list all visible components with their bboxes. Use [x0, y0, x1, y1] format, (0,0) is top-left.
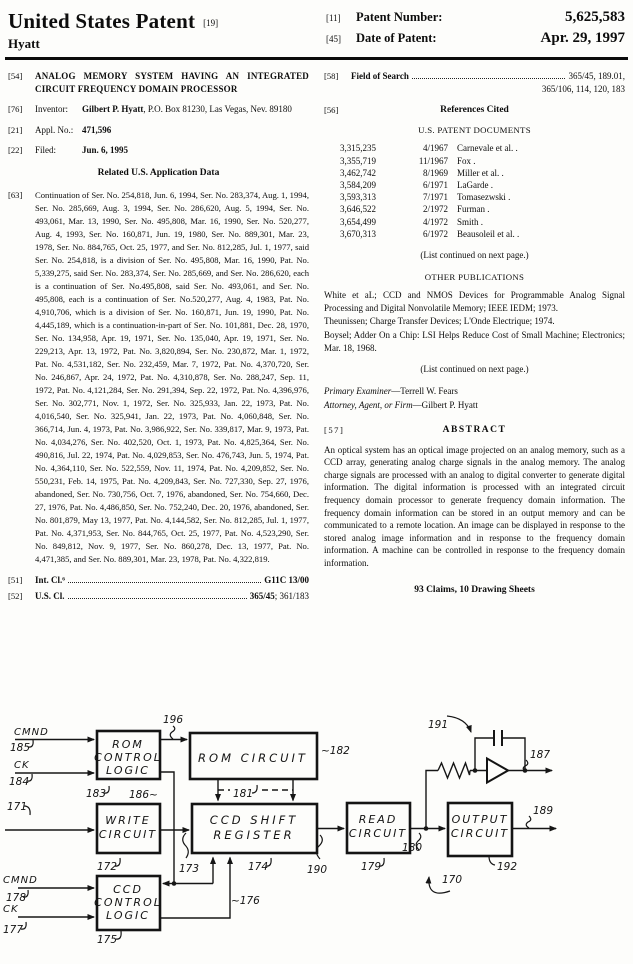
attorney-line — [324, 399, 625, 412]
signal-labels — [3, 727, 49, 915]
related-data-heading: Related U.S. Application Data — [97, 167, 220, 178]
invention-title-tag: [54] — [8, 71, 23, 81]
publication-item: Boysel; Adder On a Chip: LSI Helps Reduce Cost of Small Machine; Electronics; Mar. 18, 1968. — [324, 329, 625, 353]
continuation-row — [8, 189, 309, 566]
appl-no-row — [8, 124, 309, 137]
ref-186: 186~ — [129, 789, 158, 801]
ref-182: ~182 — [321, 745, 350, 757]
ccd-control-logic-label: LOGIC — [106, 909, 150, 922]
patent-number-tag: [11] — [326, 13, 341, 23]
table-row: 3,462,742 8/1969 Miller et al. . — [340, 167, 504, 178]
cmnd-signal-label: CMND — [3, 875, 38, 886]
ref-183: 183 — [86, 788, 107, 800]
continuation-tag: [63] — [8, 189, 23, 200]
field-of-search-value-2: 365/106, 114, 120, 183 — [541, 83, 625, 94]
primary-examiner-line — [324, 385, 625, 398]
inventor-tag: [76] — [8, 104, 23, 115]
filed-value: Jun. 6, 1995 — [82, 145, 129, 156]
ref-175: 175 — [97, 934, 118, 946]
appl-no-value: 471,596 — [82, 124, 112, 135]
ref-171: 171 — [7, 801, 28, 813]
continuation-text: Continuation of Ser. No. 254,818, Jun. 6, 1994, Ser. No. 283,374, Aug. 1, 1994, Ser. No. 285,669, Aug. 3, 1994, Ser. No. 286,620, Aug. 5, 1994, Ser. No. 493,061, Mar. 13, 1990, Ser. No. 495,808, Mar. 16, 1990, Ser. No. 520,277, Aug. 4, 1993, Ser. No. 160,871, Jun. 19, 1980, Ser. No. 889,301, Mar. 23, 1978, Ser. No. 884,765, Oct. 25, 1977, and Ser. No. 812,285, Jul. 1, 1977, said Ser. No. 254,818, is a division of Ser. No. 495,808, Mar. 16, 1990, Pat. No. 5,339,275, said Ser. No. 283,374, Ser. No. 285,669, and Ser. No. 286,620, each is a continuation of Ser. No.495,808, said Ser. No. 493,061, and Ser. No. 495,808, each is a continuation of Ser. No.520,277, Aug. 4, 1983, Pat. No. 4,910,706, which is a division of Ser. No. 160,871, Jun. 19, 1990, Pat. No. 4,445,189, which is a continuation-in-part of Ser. No. 101,881, Dec. 28, 1970, Ser. No. 134,958, Apr. 19, 1971, Ser. No. 135,040, Apr. 19, 1971, Ser. No. 229,213, Apr. 13, 1972, Pat. No. 3,820,894, Ser. No. 230,872, Mar. 1, 1972, Pat. No. 4,531,182, Ser. No. 232,459, Mar. 7, 1972, Pat. No. 4,370,720, Ser. No. 246,867, Apr. 24, 1972, Pat. No. 4,310,878, Ser. No. 288,247, Sep. 11, 1972, Pat. No. 4,121,284, Ser. No. 291,394, Sep. 22, 1972, Pat. No. 4,396,976, Ser. No. 302,771, Nov. 1, 1972, Ser. No. 325,933, Jan. 22, 1973, Pat. No. 4,016,540, Ser. No. 325,941, Jan. 22, 1973, Pat. No. 4,060,848, Ser. No. 366,714, Jun. 4, 1973, Pat. No. 3,986,922, Ser. No. 339,817, Mar. 9, 1973, Pat. No. 4,034,276, Ser. No. 402,520, Oct. 1, 1973, Pat. No. 4,825,364, Ser. No. 490,816, Jul. 22, 1974, Pat. No. 4,029,853, Ser. No. 476,743, Jun. 5, 1974, Pat. No. 4,364,110, Ser. No. 522,559, Nov. 11, 1974, Pat. No. 4,209,852, Ser. No. 550,231, Feb. 14, 1975, Pat. No. 4,209,843, Ser. No. 727,330, Sep. 27, 1976, abandoned, Ser. No. 730,756, Oct. 7, 1976, abandoned, Ser. No. 754,660, Dec. 27, 1976, Pat. No. 4,486,850, Ser. No. 752,240, Dec. 20, 1976, abandoned, Ser. No. 801,879, May 13, 1977, Pat. No. 4,144,582, Ser. No. 812,285, Jul. 1, 1977, Pat. No. 4,371,953, Ser. No. 844,765, Oct. 25, 1977, Pat. No. 4,523,290, Ser. No. 849,812, Nov. 9, 1977, Ser. No. 860,278, Dec. 13, 1977, Pat. No. 4,471,385, and Ser. No. 889,301, Mar. 23, 1978, Pat. No. 4,322,819. — [35, 189, 309, 564]
publication-item: Theunissen; Charge Transfer Devices; L'Onde Electrique; 1974. — [324, 316, 555, 327]
appl-no-tag: [21] — [8, 124, 23, 135]
ck-signal-label: CK — [14, 760, 30, 771]
write-circuit-label: WRITE — [105, 814, 151, 827]
invention-title: ANALOG MEMORY SYSTEM HAVING AN INTEGRATED CIRCUIT FREQUENCY DOMAIN PROCESSOR — [35, 71, 309, 94]
abstract-heading — [324, 424, 625, 437]
read-circuit-label: READ — [358, 813, 398, 826]
date-value: Apr. 29, 1997 — [540, 30, 625, 46]
references-cited-tag: [56] — [324, 105, 339, 116]
op-amp-triangle — [487, 759, 508, 783]
table-row: 3,584,209 6/1971 LaGarde . — [340, 179, 493, 190]
body-columns — [8, 70, 625, 702]
abstract-text: An optical system has an optical image projected on an analog memory, such as a CCD array, generating analog charge signals in the analog memory. The analog charge signals are processed with an analog to digital converter to generate digital information. The digital information is processed with an integrated circuit frequency domain processor to generate frequency domain information. The frequency domain information can be stored in an output memory and can be communicated to a remote location. An image can be displayed in response to the stored analog image information and in response to the frequency domain information. A machine can be controlled in response to the frequency domain information. — [324, 444, 625, 568]
output-circuit-label: OUTPUT — [451, 813, 509, 826]
ref-190: 190 — [307, 864, 328, 876]
us-cl-value — [250, 590, 309, 603]
ref-178: 178 — [6, 892, 27, 904]
appl-no-label: Appl. No.: — [35, 124, 74, 135]
publication-item: White et aL; CCD and NMOS Devices for Programmable Analog Signal Processing and Digital Nonvolatile Memory; IEEE IEDM; 1973. — [324, 290, 625, 313]
header-right — [326, 9, 625, 52]
field-of-search-label: Field of Search — [351, 71, 409, 81]
ref-170: 170 — [442, 874, 463, 886]
inventor-surname: Hyatt — [8, 36, 40, 51]
int-cl-tag: [51] — [8, 574, 23, 585]
patent-number-row — [326, 9, 625, 27]
ref-180: 180 — [402, 842, 423, 854]
filed-tag: [22] — [8, 145, 23, 156]
us-cl-tag: [52] — [8, 591, 23, 602]
inventor-row — [8, 103, 309, 116]
table-row: 3,654,499 4/1972 Smith . — [340, 216, 484, 227]
attorney-value: —Gilbert P. Hyatt — [412, 400, 478, 411]
ref-189: 189 — [533, 805, 554, 817]
table-row: 3,355,719 11/1967 Fox . — [340, 155, 476, 166]
field-of-search-row — [324, 70, 625, 95]
right-column — [324, 70, 625, 702]
int-cl-label: Int. Cl.⁶ — [35, 574, 65, 585]
ccd-control-logic-label: CONTROL — [94, 896, 162, 909]
ref-185: 185 — [10, 742, 31, 754]
rom-control-logic-label: LOGIC — [106, 764, 150, 777]
references-cited-heading — [324, 104, 625, 117]
ref-176: ~176 — [231, 895, 260, 907]
inventor-name: Gilbert P. Hyatt — [82, 104, 144, 115]
claims-line: 93 Claims, 10 Drawing Sheets — [414, 585, 535, 596]
date-tag: [45] — [326, 34, 341, 44]
filed-row — [8, 144, 309, 157]
rom-control-logic-label: CONTROL — [94, 751, 162, 764]
figure-block-diagram — [0, 702, 633, 964]
ccd-control-logic-label: CCD — [113, 883, 143, 896]
int-cl-row — [8, 574, 309, 587]
inventor-label: Inventor: — [35, 104, 68, 115]
left-column — [8, 70, 309, 702]
date-of-patent-row — [326, 30, 625, 48]
invention-title-row — [8, 70, 309, 95]
rom-circuit-label: ROM CIRCUIT — [198, 751, 308, 765]
cmnd-signal-label: CMND — [14, 727, 49, 738]
list-continued-note: (List continued on next page.) — [420, 364, 529, 375]
field-of-search-tag: [58] — [324, 71, 339, 81]
abstract-tag: [57] — [324, 424, 345, 435]
table-row: 3,315,235 4/1967 Carnevale et al. . — [340, 143, 518, 154]
ref-173: 173 — [179, 863, 200, 875]
output-circuit-label: CIRCUIT — [450, 827, 510, 840]
header — [0, 0, 633, 52]
table-row: 3,593,313 7/1971 Tomasezwski . — [340, 192, 511, 203]
patent-number-value: 5,625,583 — [565, 9, 625, 25]
patent-number-label: Patent Number: — [356, 10, 443, 24]
write-circuit-label: CIRCUIT — [98, 828, 158, 841]
us-cl-label: U.S. Cl. — [35, 591, 65, 602]
inventor-address: , P.O. Box 81230, Las Vegas, Nev. 89180 — [143, 104, 292, 115]
primary-examiner-value: —Terrell W. Fears — [391, 385, 458, 396]
int-cl-value: G11C 13/00 — [264, 574, 309, 585]
ccd-shift-register-label: REGISTER — [213, 828, 295, 842]
ref-177: 177 — [3, 924, 24, 936]
header-left — [8, 9, 326, 52]
ref-187: 187 — [530, 749, 551, 761]
primary-examiner-label: Primary Examiner — [324, 385, 392, 396]
list-continued-note: (List continued on next page.) — [420, 250, 529, 260]
ref-179: 179 — [361, 861, 382, 873]
patent-citation-table — [324, 142, 625, 240]
header-divider — [5, 57, 628, 60]
ref-174: 174 — [248, 861, 269, 873]
kind-code-tag: [19] — [203, 18, 219, 28]
ref-191: 191 — [428, 719, 449, 731]
document-title: United States Patent — [8, 9, 196, 33]
read-circuit-label: CIRCUIT — [348, 827, 408, 840]
ref-172: 172 — [97, 861, 118, 873]
inventor-value — [82, 103, 292, 116]
date-label: Date of Patent: — [356, 31, 437, 45]
table-row: 3,646,522 2/1972 Furman . — [340, 204, 490, 215]
us-cl-value-main: 365/45 — [249, 591, 275, 602]
us-cl-value-rest: ; 361/183 — [274, 591, 309, 602]
ref-181: 181 — [233, 788, 254, 800]
us-cl-row — [8, 590, 309, 603]
rom-control-logic-label: ROM — [112, 738, 144, 751]
table-row: 3,670,313 6/1972 Beausoleil et al. . — [340, 228, 520, 239]
ref-184: 184 — [9, 776, 30, 788]
abstract-title: ABSTRACT — [442, 424, 507, 435]
filed-label: Filed: — [35, 145, 57, 156]
attorney-label: Attorney, Agent, or Firm — [324, 400, 413, 411]
other-publications-heading: OTHER PUBLICATIONS — [424, 271, 525, 282]
ccd-shift-register-label: CCD SHIFT — [209, 813, 299, 827]
dot-leader — [68, 574, 261, 583]
ref-192: 192 — [497, 861, 518, 873]
us-patent-documents-heading: U.S. PATENT DOCUMENTS — [418, 124, 531, 135]
dot-leader — [412, 70, 566, 79]
ref-196: 196 — [163, 714, 184, 726]
ck-signal-label: CK — [3, 904, 19, 915]
dot-leader — [68, 590, 247, 599]
field-of-search-value-1: 365/45, 189.01, — [568, 71, 625, 81]
references-cited-title: References Cited — [440, 105, 509, 116]
block-diagram-svg — [0, 702, 633, 964]
